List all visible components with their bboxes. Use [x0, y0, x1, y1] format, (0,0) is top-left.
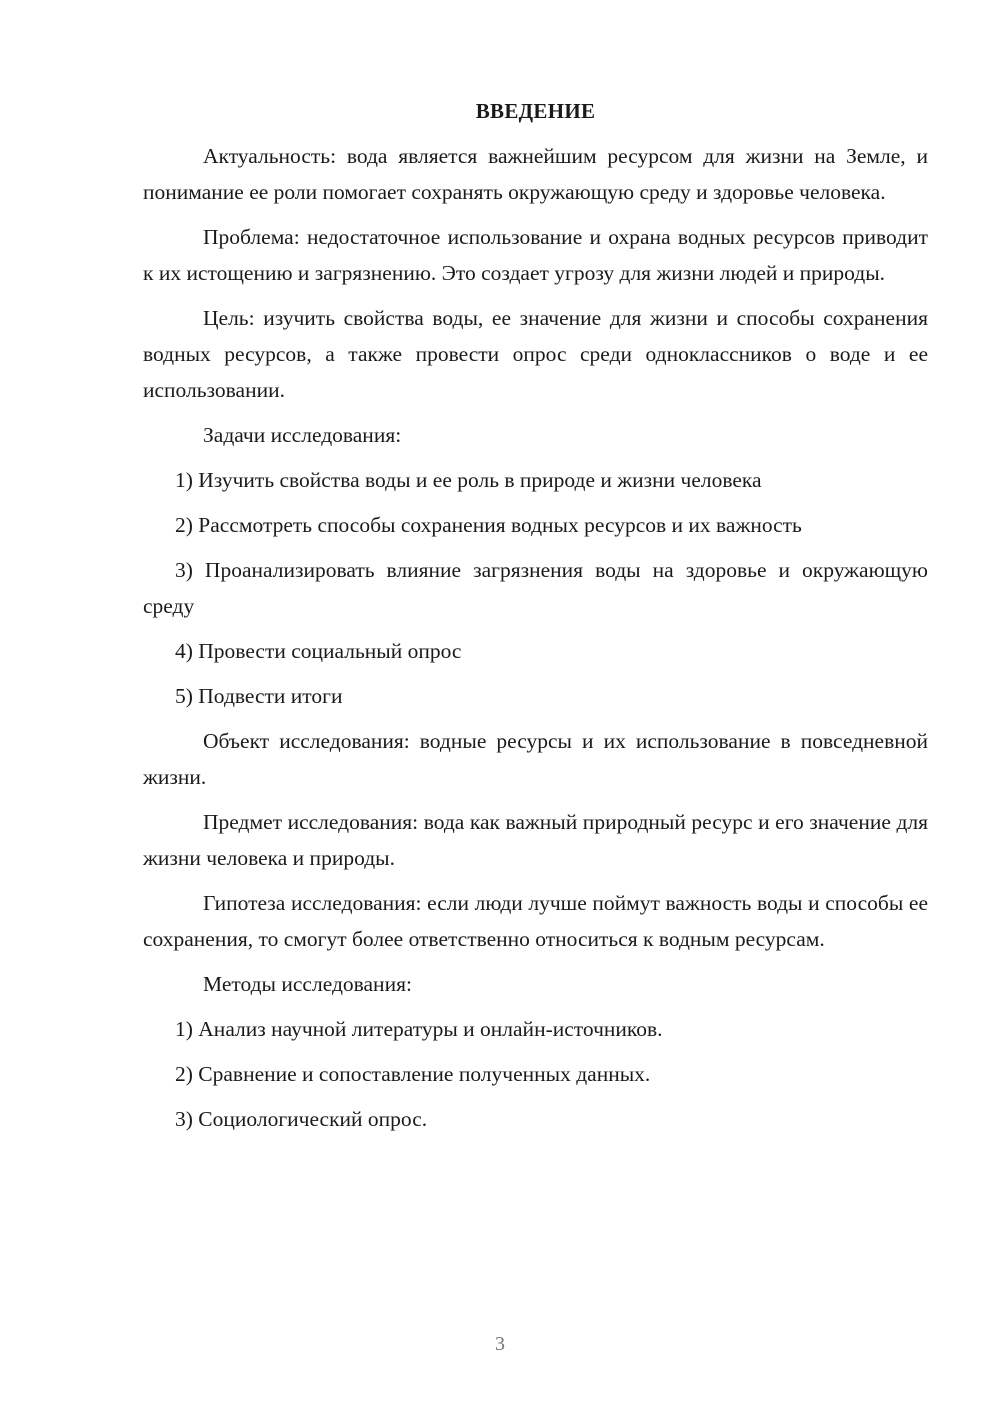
section-heading: ВВЕДЕНИЕ: [475, 99, 596, 123]
relevance-paragraph: Актуальность: вода является важнейшим ресурсом для жизни на Земле, и понимание ее роли помогает сохранять окружающую среду и здоровье человека.: [143, 144, 928, 204]
object-paragraph: Объект исследования: водные ресурсы и их использование в повседневной жизни.: [143, 729, 928, 789]
document-page: [143, 96, 928, 1146]
hypothesis-paragraph: Гипотеза исследования: если люди лучше поймут важность воды и способы ее сохранения, то смогут более ответственно относиться к водным ресурсам.: [143, 891, 928, 951]
task-item: 2) Рассмотреть способы сохранения водных ресурсов и их важность: [175, 513, 802, 537]
method-item: 1) Анализ научной литературы и онлайн-источников.: [175, 1017, 663, 1041]
task-item: 3) Проанализировать влияние загрязнения воды на здоровье и окружающую среду: [143, 558, 928, 618]
methods-title: Методы исследования:: [203, 972, 412, 996]
method-item: 3) Социологический опрос.: [175, 1107, 428, 1131]
methods-list: [143, 1011, 928, 1137]
goal-paragraph: Цель: изучить свойства воды, ее значение для жизни и способы сохранения водных ресурсов, а также провести опрос среди одноклассников о воде и ее использовании.: [143, 306, 928, 402]
method-item: 2) Сравнение и сопоставление полученных данных.: [175, 1062, 651, 1086]
tasks-title: Задачи исследования:: [203, 423, 402, 447]
subject-paragraph: Предмет исследования: вода как важный природный ресурс и его значение для жизни человека и природы.: [143, 810, 928, 870]
tasks-list: [143, 462, 928, 714]
page-number: 3: [495, 1333, 505, 1355]
task-item: 1) Изучить свойства воды и ее роль в природе и жизни человека: [175, 468, 762, 492]
problem-paragraph: Проблема: недостаточное использование и охрана водных ресурсов приводит к их истощению и загрязнению. Это создает угрозу для жизни людей и природы.: [143, 225, 928, 285]
task-item: 5) Подвести итоги: [175, 684, 343, 708]
task-item: 4) Провести социальный опрос: [175, 639, 462, 663]
